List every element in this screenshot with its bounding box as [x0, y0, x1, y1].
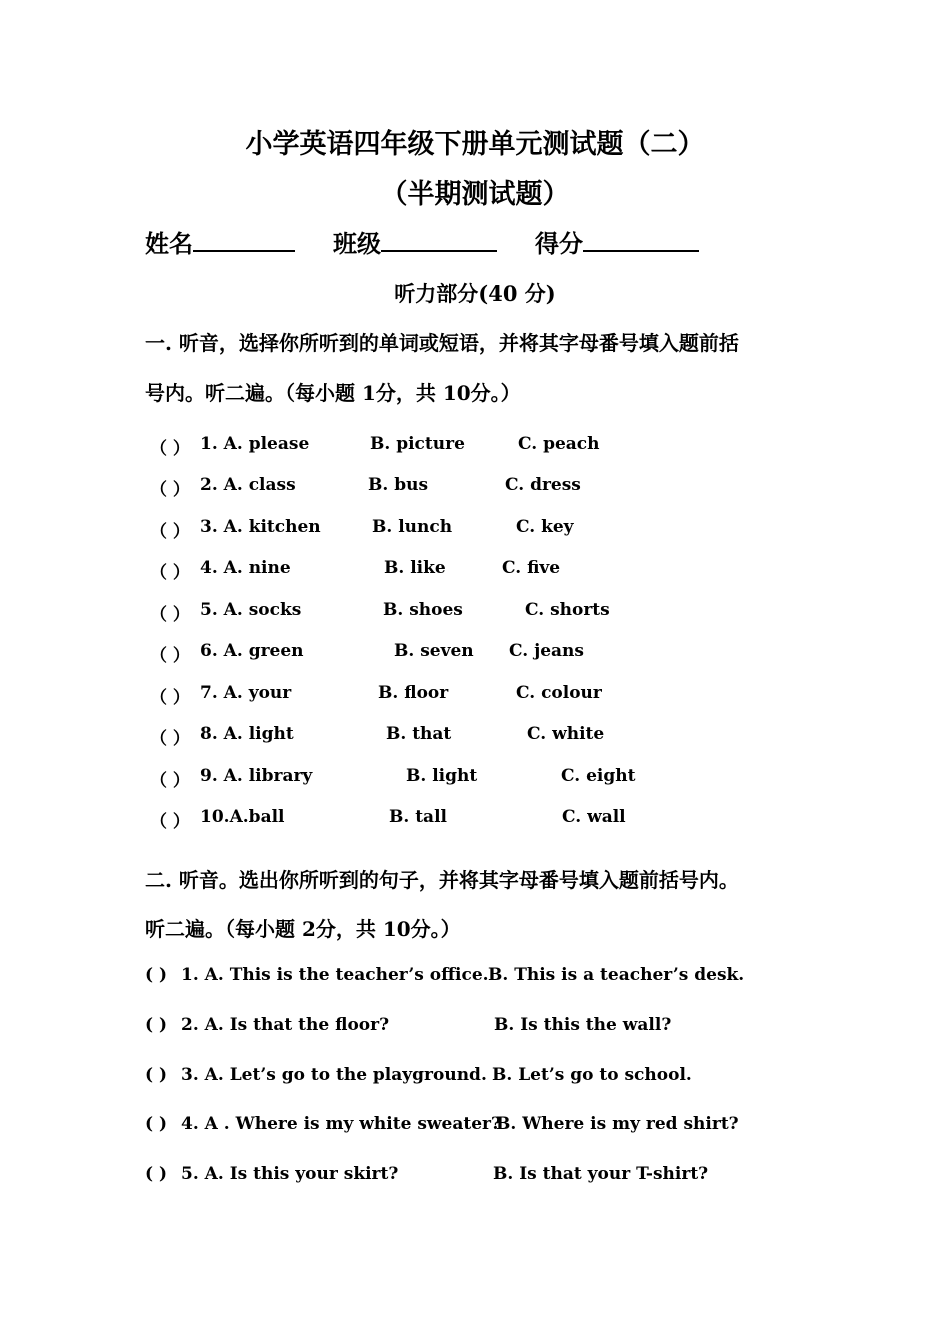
listening-section-heading: 听力部分(40 分) — [394, 281, 556, 306]
answer-bracket[interactable]: （ ） — [150, 605, 190, 625]
option-b: B. shoes — [383, 600, 463, 620]
option-b: B. bus — [368, 475, 429, 495]
class-blank[interactable] — [381, 226, 497, 252]
option-c: C. dress — [505, 475, 581, 495]
option-c: C. key — [516, 517, 574, 537]
option-a: 4. A . Where is my white sweater? — [181, 1114, 501, 1134]
option-c: C. colour — [516, 683, 602, 703]
student-info-row — [145, 224, 699, 259]
option-c: C. white — [527, 724, 605, 744]
option-b: B. This is a teacher’s desk. — [488, 965, 745, 985]
option-a: 2. A. class — [200, 475, 296, 495]
option-c: C. five — [502, 558, 561, 578]
option-a: 9. A. library — [200, 766, 313, 786]
option-a: 1. A. This is the teacher’s office. — [181, 965, 489, 985]
option-a: 3. A. kitchen — [200, 517, 321, 537]
option-a: 1. A. please — [200, 434, 310, 454]
option-a: 3. A. Let’s go to the playground. — [181, 1065, 487, 1085]
option-c: C. peach — [518, 434, 600, 454]
answer-bracket[interactable]: ( ) — [145, 1065, 168, 1085]
part2-instruction-line2: 听二遍。（每小题 2分，共 10分。） — [145, 917, 461, 941]
class-label: 班级 — [333, 229, 381, 258]
option-c: C. eight — [561, 766, 636, 786]
option-b: B. like — [384, 558, 446, 578]
name-label: 姓名 — [145, 229, 193, 258]
answer-bracket[interactable]: ( ) — [145, 1015, 168, 1035]
option-b: B. light — [406, 766, 478, 786]
option-b: B. Is that your T-shirt? — [493, 1164, 709, 1184]
answer-bracket[interactable]: （ ） — [150, 646, 190, 666]
score-label: 得分 — [535, 229, 583, 258]
option-a: 4. A. nine — [200, 558, 291, 578]
option-a: 10.A.ball — [200, 807, 285, 827]
option-b: B. lunch — [372, 517, 453, 537]
option-a: 5. A. socks — [200, 600, 302, 620]
answer-bracket[interactable]: （ ） — [150, 771, 190, 791]
option-b: B. picture — [370, 434, 465, 454]
option-b: B. Let’s go to school. — [492, 1065, 692, 1085]
part1-instruction-line1: 一. 听音，选择你所听到的单词或短语，并将其字母番号填入题前括 — [145, 331, 739, 355]
answer-bracket[interactable]: （ ） — [150, 563, 190, 583]
option-b: B. tall — [389, 807, 447, 827]
option-a: 7. A. your — [200, 683, 292, 703]
option-b: B. seven — [394, 641, 474, 661]
answer-bracket[interactable]: （ ） — [150, 812, 190, 832]
answer-bracket[interactable]: （ ） — [150, 480, 190, 500]
answer-bracket[interactable]: （ ） — [150, 688, 190, 708]
answer-bracket[interactable]: （ ） — [150, 439, 190, 459]
option-b: B. that — [386, 724, 452, 744]
option-a: 6. A. green — [200, 641, 304, 661]
part1-instruction-line2: 号内。听二遍。（每小题 1分，共 10分。） — [145, 381, 521, 405]
answer-bracket[interactable]: ( ) — [145, 1114, 168, 1134]
option-c: C. wall — [562, 807, 626, 827]
option-c: C. shorts — [525, 600, 610, 620]
option-a: 8. A. light — [200, 724, 294, 744]
score-blank[interactable] — [583, 226, 699, 252]
option-a: 5. A. Is this your skirt? — [181, 1164, 399, 1184]
option-a: 2. A. Is that the floor? — [181, 1015, 390, 1035]
part2-instruction-line1: 二. 听音。选出你所听到的句子，并将其字母番号填入题前括号内。 — [145, 868, 739, 892]
answer-bracket[interactable]: （ ） — [150, 729, 190, 749]
option-c: C. jeans — [509, 641, 584, 661]
option-b: B. Is this the wall? — [494, 1015, 672, 1035]
page-title: 小学英语四年级下册单元测试题（二） — [245, 129, 705, 160]
option-b: B. floor — [378, 683, 449, 703]
name-blank[interactable] — [193, 226, 295, 252]
option-b: B. Where is my red shirt? — [496, 1114, 739, 1134]
page-subtitle: （半期测试题） — [380, 179, 570, 210]
answer-bracket[interactable]: （ ） — [150, 522, 190, 542]
answer-bracket[interactable]: ( ) — [145, 965, 168, 985]
answer-bracket[interactable]: ( ) — [145, 1164, 168, 1184]
